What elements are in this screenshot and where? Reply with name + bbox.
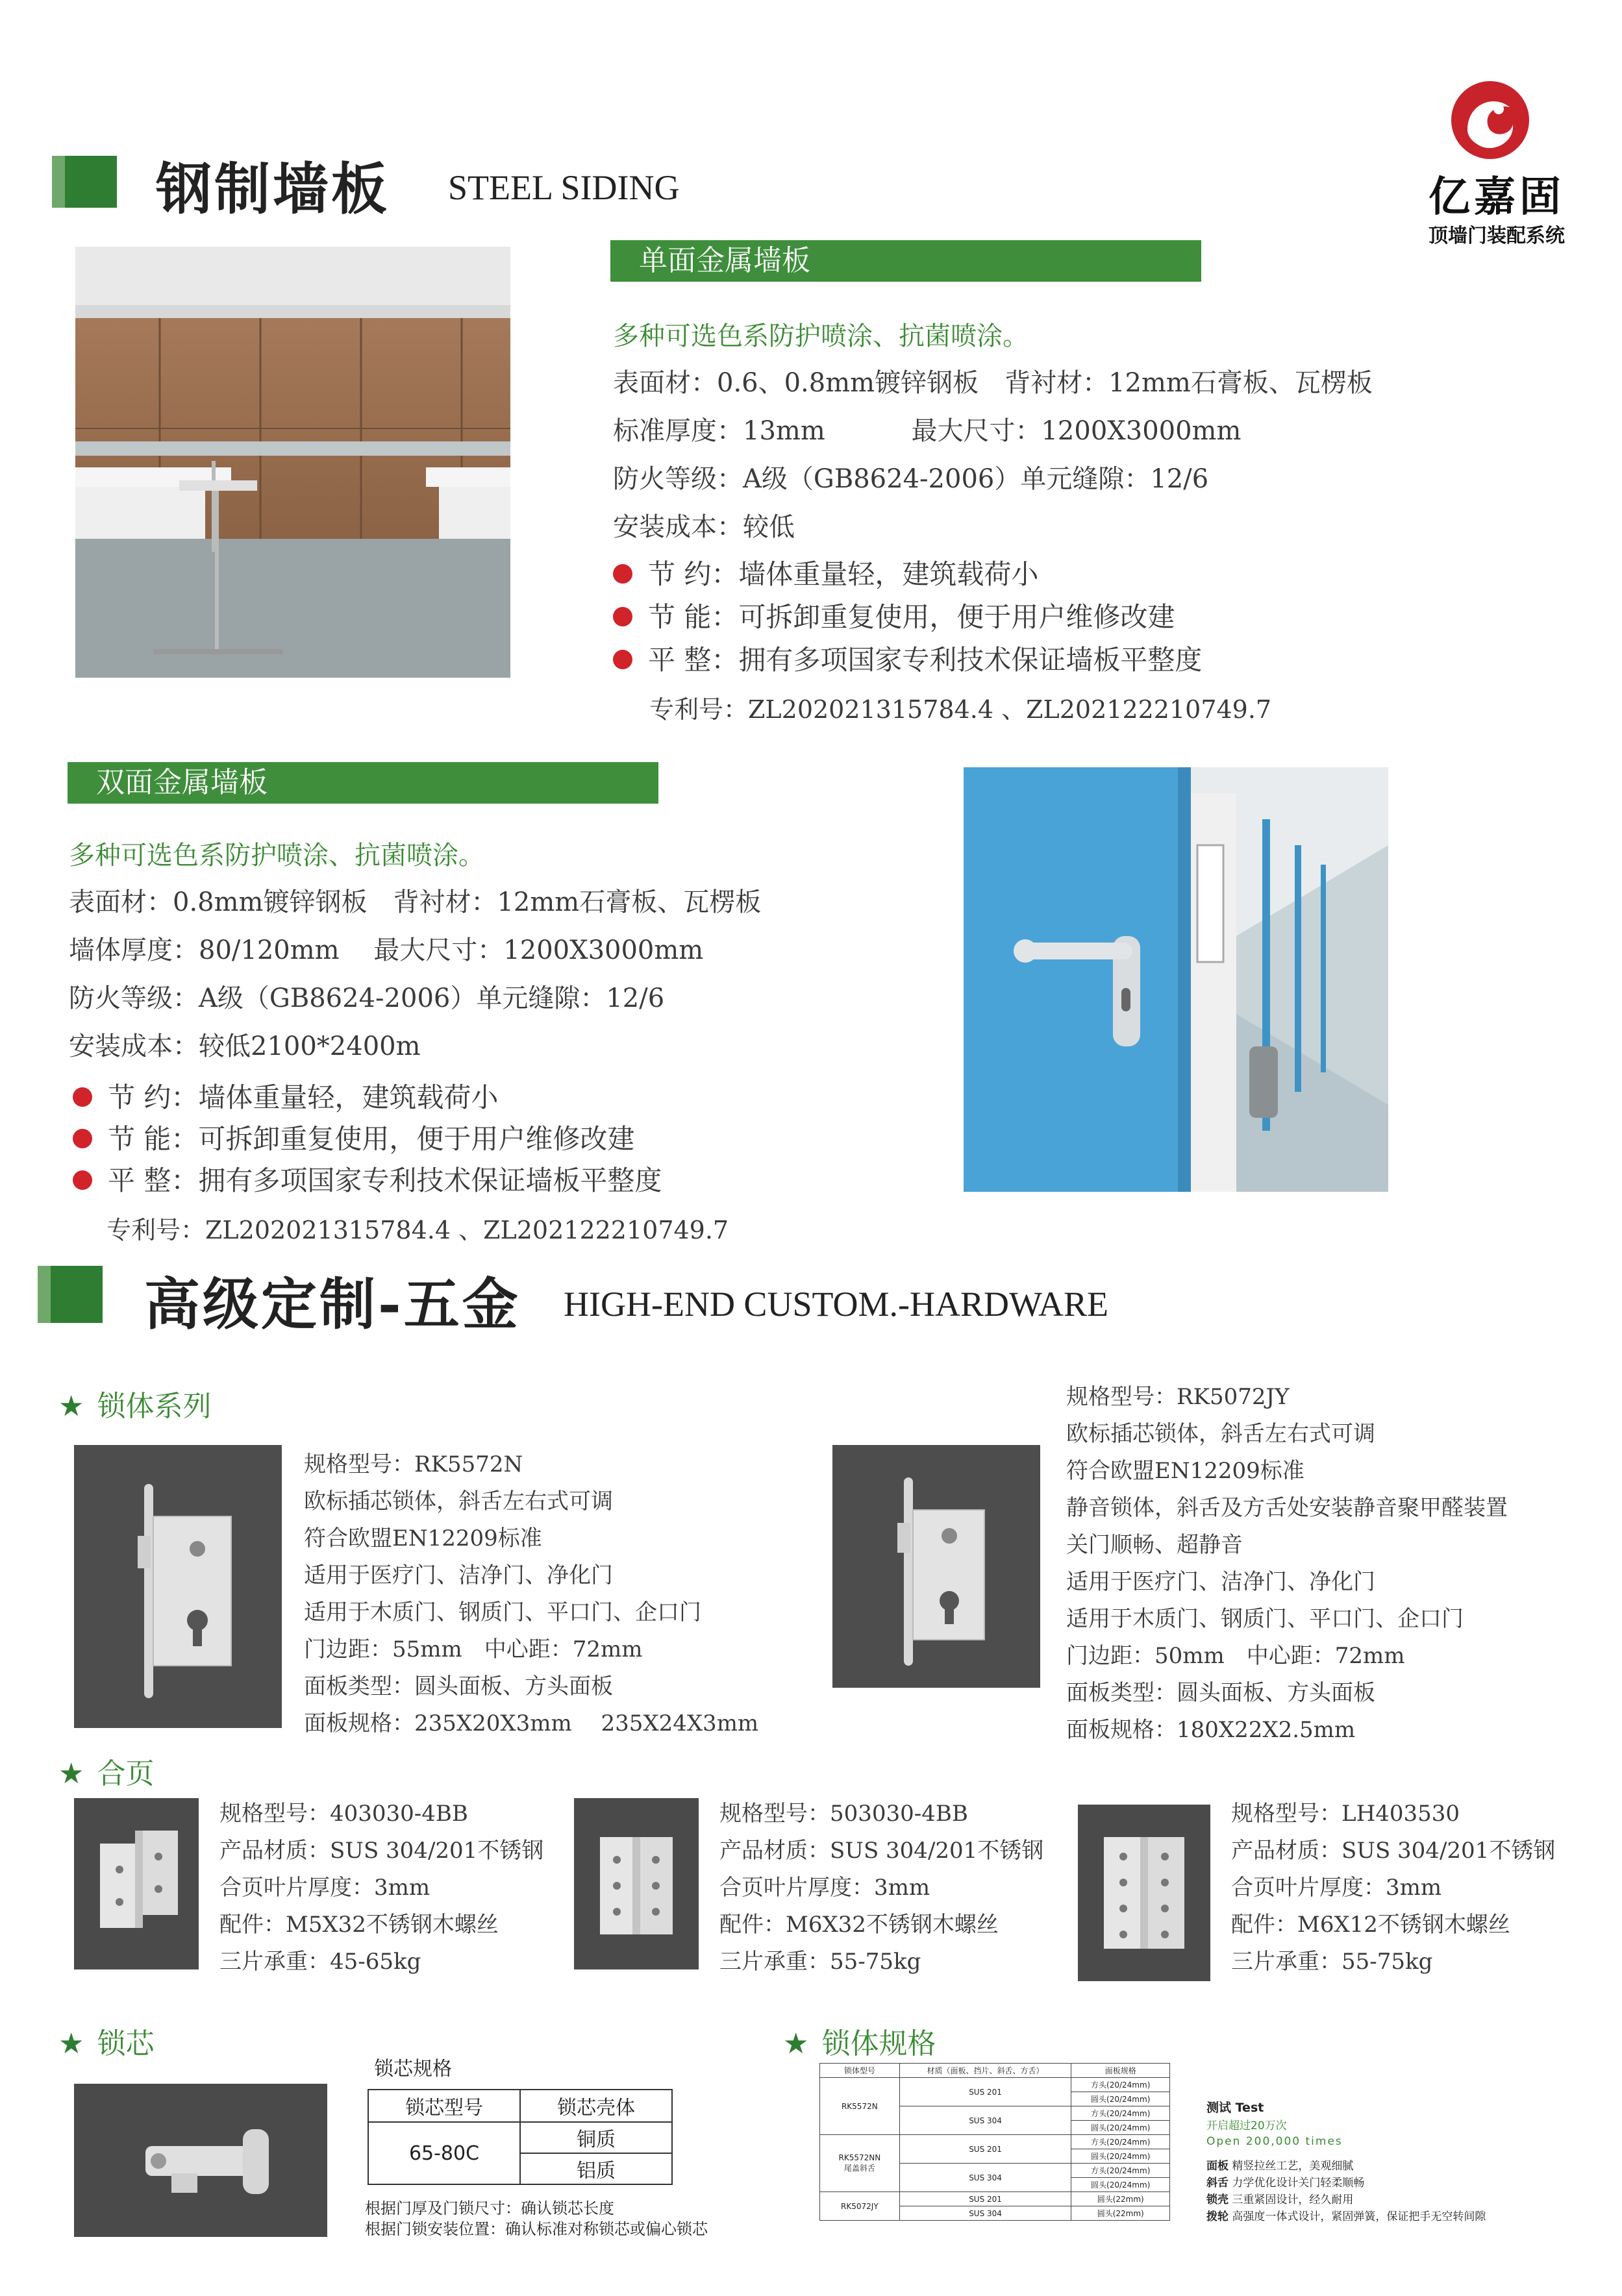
star-icon: ★	[783, 2027, 809, 2060]
logo-tagline: 顶墙门装配系统	[1429, 225, 1565, 247]
section-title-steel-siding: 钢制墙板	[156, 156, 390, 222]
cylinder-col-model: 锁芯型号	[368, 2090, 520, 2122]
double-panel-highlight: 多种可选色系防护喷涂、抗菌喷涂。	[69, 841, 484, 870]
double-panel-bar: 双面金属墙板	[68, 762, 658, 804]
section-title-hardware: 高级定制-五金	[144, 1272, 521, 1337]
brand-logo	[1403, 78, 1591, 247]
test-en: Open 200,000 times	[1206, 2135, 1343, 2148]
star-icon: ★	[58, 1757, 84, 1790]
cylinder-heading: ★ 锁芯	[58, 2027, 155, 2060]
bullet-dot-icon	[613, 650, 632, 669]
cylinder-shell-aluminum: 铝质	[520, 2153, 672, 2184]
lock-cylinder-photo	[74, 2084, 327, 2237]
logo-brand-text: 亿嘉固	[1429, 173, 1565, 221]
hinge-503030-photo	[574, 1798, 699, 1969]
feature-2: 斜舌 力学优化设计关门轻柔顺畅	[1206, 2177, 1365, 2190]
double-panel-line-1: 表面材：0.8mm镀锌钢板 背衬材：12mm石膏板、瓦楞板	[69, 887, 762, 917]
cylinder-model-cell: 65-80C	[368, 2122, 520, 2184]
bullet-dot-icon	[73, 1087, 92, 1107]
single-panel-bullet-1: 节 约：墙体重量轻，建筑载荷小	[613, 553, 1038, 592]
lock-body-rk5572n-photo	[74, 1445, 282, 1728]
single-panel-line-3: 防火等级：A级（GB8624-2006）单元缝隙：12/6	[613, 464, 1209, 494]
blue-door-corridor-photo	[964, 767, 1388, 1192]
logo-emblem-icon	[1448, 78, 1532, 162]
cylinder-col-shell: 锁芯壳体	[520, 2090, 672, 2122]
bullet-dot-icon	[613, 564, 632, 584]
lock-body-rk5072jy-photo	[832, 1445, 1040, 1688]
cylinder-spec-table	[368, 2089, 673, 2185]
single-panel-bar: 单面金属墙板	[610, 240, 1201, 282]
hinge-lh403530-photo	[1078, 1805, 1210, 1981]
double-panel-patent: 专利号：ZL202021315784.4 、ZL202122210749.7	[106, 1216, 729, 1244]
cylinder-shell-copper: 铜质	[520, 2122, 672, 2153]
double-panel-line-2: 墙体厚度：80/120mm 最大尺寸：1200X3000mm	[69, 935, 704, 965]
single-panel-bullet-2: 节 能：可拆卸重复使用，便于用户维修改建	[613, 596, 1175, 635]
double-panel-line-4: 安装成本：较低2100*2400m	[69, 1031, 421, 1061]
double-panel-bullet-2: 节 能：可拆卸重复使用，便于用户维修改建	[73, 1118, 634, 1157]
bullet-dot-icon	[613, 607, 632, 626]
lock-body-heading: ★ 锁体系列	[58, 1390, 212, 1423]
lock-spec-table: 锁体型号 材质（面板、挡片、斜舌、方舌） 面板规格 RK5572N SUS 201 方头(20/24mm) 圆头(20/24mm) SUS 304 方头(20/24mm) 圆头(20/24mm) RK5572NN 尾盖斜舌 SUS 201 方头(20/24mm) 圆头(20/24mm) SUS 304 方头(20/24mm) 圆头(20/24mm) RK5072JY SUS 201 圆头(22mm) SUS 304 圆头(22mm)	[819, 2063, 1170, 2221]
single-panel-patent: 专利号：ZL202021315784.4 、ZL202122210749.7	[649, 695, 1272, 724]
bullet-dot-icon	[73, 1129, 92, 1148]
lock-spec-heading: ★ 锁体规格	[783, 2027, 936, 2060]
single-panel-bullet-3: 平 整：拥有多项国家专利技术保证墙板平整度	[613, 639, 1202, 678]
cylinder-note-2: 根据门锁安装位置：确认标准对称锁芯或偏心锁芯	[365, 2220, 708, 2238]
hinge-heading: ★ 合页	[58, 1757, 155, 1790]
single-panel-line-2: 标准厚度：13mm 最大尺寸：1200X3000mm	[613, 416, 1241, 446]
double-panel-bullet-3: 平 整：拥有多项国家专利技术保证墙板平整度	[73, 1159, 662, 1198]
hinge-403030-photo	[74, 1798, 199, 1969]
star-icon: ★	[58, 1390, 84, 1423]
test-cn: 开启超过20万次	[1206, 2119, 1287, 2132]
section-subtitle-steel-siding: STEEL SIDING	[448, 168, 680, 207]
hospital-ward-photo	[75, 247, 510, 678]
single-panel-highlight: 多种可选色系防护喷涂、抗菌喷涂。	[613, 321, 1029, 351]
single-panel-line-1: 表面材：0.6、0.8mm镀锌钢板 背衬材：12mm石膏板、瓦楞板	[613, 368, 1373, 398]
feature-3: 锁壳 三重紧固设计，经久耐用	[1206, 2193, 1354, 2206]
section-subtitle-hardware: HIGH-END CUSTOM.-HARDWARE	[564, 1285, 1108, 1324]
cylinder-note-1: 根据门厚及门锁尺寸：确认锁芯长度	[365, 2199, 614, 2217]
feature-1: 面板 精竖拉丝工艺，美观细腻	[1206, 2160, 1354, 2173]
bullet-dot-icon	[73, 1170, 92, 1190]
cylinder-table-title: 锁芯规格	[374, 2058, 452, 2080]
test-title: 测试 Test	[1206, 2101, 1264, 2115]
double-panel-bullet-1: 节 约：墙体重量轻，建筑载荷小	[73, 1076, 498, 1115]
single-panel-line-4: 安装成本：较低	[613, 512, 795, 542]
star-icon: ★	[58, 2027, 84, 2060]
double-panel-line-3: 防火等级：A级（GB8624-2006）单元缝隙：12/6	[69, 983, 665, 1013]
feature-4: 拨轮 高强度一体式设计，紧固弹簧，保证把手无空转间隙	[1206, 2210, 1486, 2223]
